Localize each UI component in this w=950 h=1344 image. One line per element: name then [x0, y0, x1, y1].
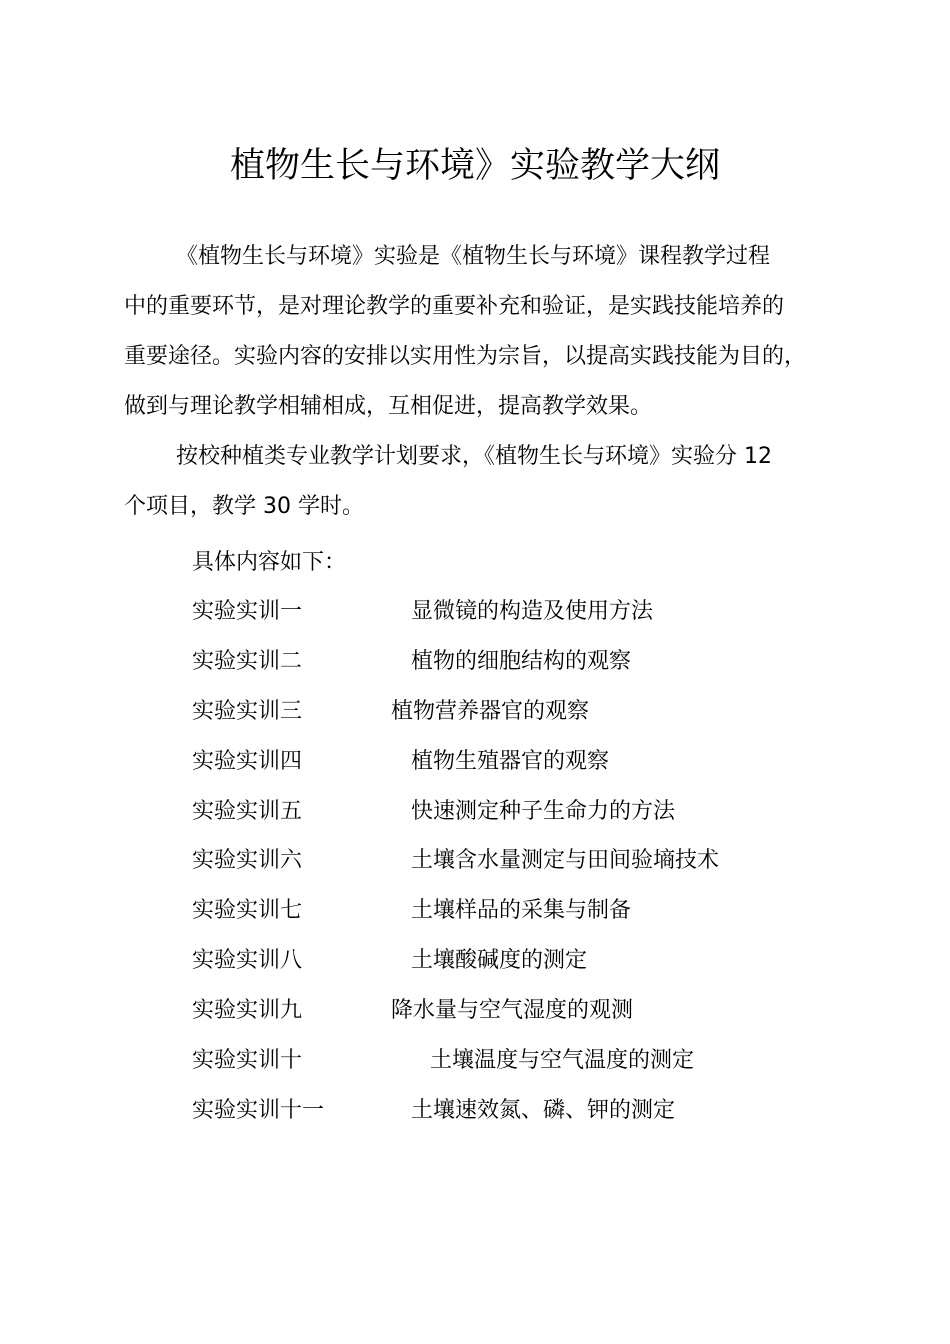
- item-name: 土壤速效氮、磷、钾的测定: [411, 1098, 676, 1123]
- item-number: 实验实训十: [192, 1048, 303, 1073]
- plan-line-1: 按校种植类专业教学计划要求，《植物生长与环境》实验分 12: [176, 444, 772, 469]
- item-number: 实验实训七: [192, 898, 303, 923]
- document-title: 植物生长与环境》实验教学大纲: [229, 146, 720, 186]
- item-name: 降水量与空气湿度的观测: [391, 998, 634, 1023]
- intro-line-4: 做到与理论教学相辅相成，互相促进，提高教学效果。: [124, 394, 653, 419]
- content-heading: 具体内容如下：: [192, 550, 347, 575]
- item-number: 实验实训六: [192, 848, 303, 873]
- intro-line-1: 《植物生长与环境》实验是《植物生长与环境》课程教学过程: [176, 244, 771, 269]
- item-name: 植物生殖器官的观察: [411, 749, 610, 774]
- item-name: 显微镜的构造及使用方法: [411, 599, 654, 624]
- item-number: 实验实训九: [192, 998, 303, 1023]
- item-name: 植物的细胞结构的观察: [411, 649, 632, 674]
- item-name: 土壤样品的采集与制备: [411, 898, 632, 923]
- intro-line-2: 中的重要环节，是对理论教学的重要补充和验证，是实践技能培养的: [124, 294, 785, 319]
- item-name: 土壤酸碱度的测定: [411, 948, 588, 973]
- plan-line-2: 个项目，教学 30 学时。: [124, 494, 364, 519]
- item-name: 土壤温度与空气温度的测定: [430, 1048, 695, 1073]
- item-number: 实验实训三: [192, 699, 303, 724]
- item-number: 实验实训一: [192, 599, 303, 624]
- item-number: 实验实训四: [192, 749, 303, 774]
- item-name: 土壤含水量测定与田间验墒技术: [411, 848, 720, 873]
- item-number: 实验实训十一: [192, 1098, 325, 1123]
- item-number: 实验实训八: [192, 948, 303, 973]
- item-number: 实验实训五: [192, 799, 303, 824]
- item-name: 植物营养器官的观察: [391, 699, 590, 724]
- intro-line-3: 重要途径。实验内容的安排以实用性为宗旨，以提高实践技能为目的，: [124, 344, 807, 369]
- item-number: 实验实训二: [192, 649, 303, 674]
- item-name: 快速测定种子生命力的方法: [411, 799, 676, 824]
